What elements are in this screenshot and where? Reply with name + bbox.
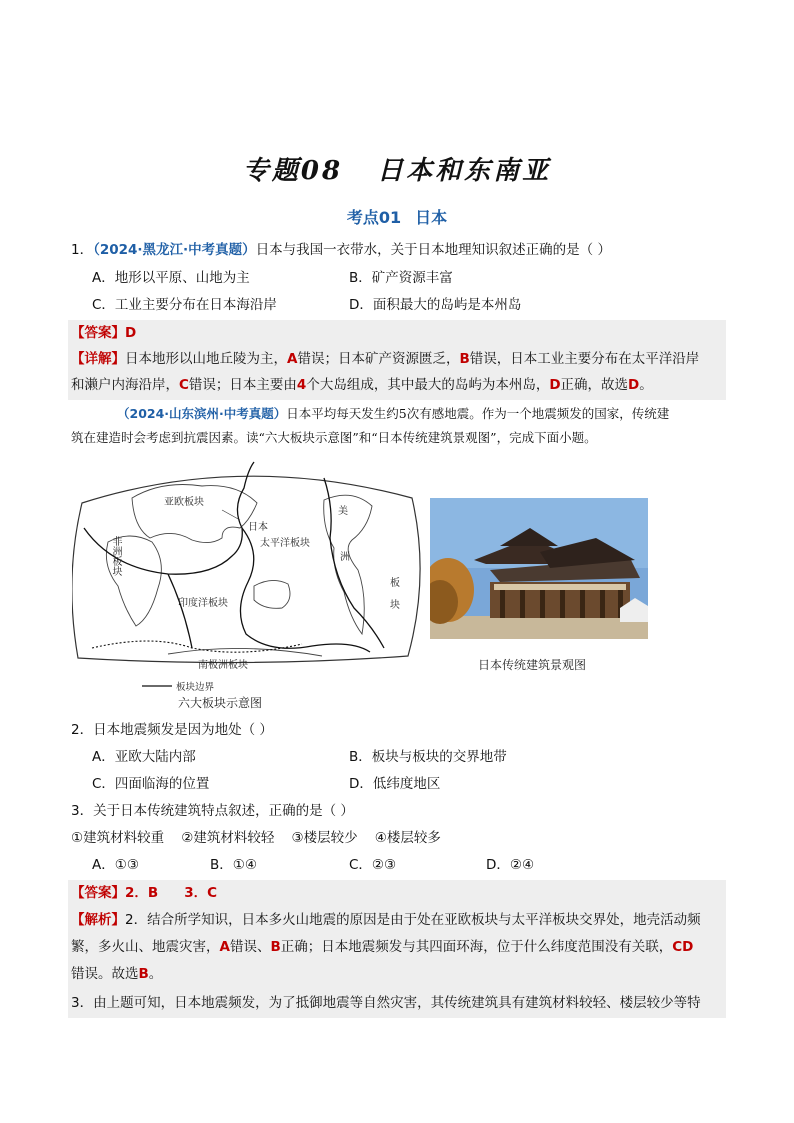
question-1-source: （2024·黑龙江·中考真题） bbox=[93, 242, 256, 258]
map-label-eurasian-plate: 亚欧板块 bbox=[164, 497, 204, 508]
analysis-line-2: 繁，多火山、地震灾害，A错误、B正确；日本地震频发与其四面环海，位于什么纬度范围没有关联，CD bbox=[71, 939, 694, 955]
question-3-option-d: D．②④ bbox=[486, 857, 535, 873]
plate-map bbox=[72, 458, 422, 694]
japanese-building-photo bbox=[430, 498, 648, 639]
passage-intro: （2024·山东滨州·中考真题）日本平均每天发生约5次有感地震。作为一个地震频发的国家，传统建 筑在建造时会考虑到抗震因素。读“六大板块示意图”和“日本传统建筑景观图”，完成下面小题。 bbox=[71, 406, 670, 445]
question-3-option-a: A．①③ bbox=[92, 857, 139, 873]
map-label-african-plate: 非洲板块 bbox=[110, 536, 121, 576]
section-number: 考点01 bbox=[346, 208, 402, 227]
question-2-option-c: C．四面临海的位置 bbox=[92, 776, 210, 792]
question-3-option-c: C．②③ bbox=[349, 857, 397, 873]
map-label-japan: 日本 bbox=[248, 522, 268, 533]
answer-2-3: 【答案】2．B 3．C bbox=[71, 885, 217, 901]
question-2-option-d: D．低纬度地区 bbox=[349, 776, 441, 792]
map-label-plate-2: 块 bbox=[390, 600, 400, 611]
question-1-option-c: C．工业主要分布在日本海沿岸 bbox=[92, 297, 277, 313]
question-2-option-a: A．亚欧大陆内部 bbox=[92, 749, 196, 765]
section-title bbox=[0, 205, 794, 228]
analysis-line-3: 错误。故选B。 bbox=[71, 966, 163, 982]
explanation-1-line-2: 和濑户内海沿岸，C错误；日本主要由4个大岛组成，其中最大的岛屿为本州岛，D正确，故选D。 bbox=[71, 377, 653, 393]
analysis-line-1: 【解析】2．结合所学知识，日本多火山地震的原因是由于处在亚欧板块与太平洋板块交界处，地壳活动频 bbox=[71, 912, 701, 928]
question-1-option-b: B．矿产资源丰富 bbox=[349, 270, 453, 286]
map-label-america-1: 美 bbox=[338, 506, 348, 517]
map-label-antarctic-plate: 南极洲板块 bbox=[198, 660, 248, 671]
question-3-stem: 3．关于日本传统建筑特点叙述，正确的是（ ） bbox=[71, 803, 354, 819]
question-3-statements: ①建筑材料较重 ②建筑材料较轻 ③楼层较少 ④楼层较多 bbox=[71, 830, 441, 846]
passage-source: （2024·山东滨州·中考真题） bbox=[117, 406, 287, 421]
section-name: 日本 bbox=[415, 208, 448, 227]
question-1-option-a: A．地形以平原、山地为主 bbox=[92, 270, 250, 286]
analysis-line-4: 3．由上题可知，日本地震频发，为了抵御地震等自然灾害，其传统建筑具有建筑材料较轻、楼层较少等特 bbox=[71, 995, 701, 1011]
question-1-option-d: D．面积最大的岛屿是本州岛 bbox=[349, 297, 522, 313]
photo-caption: 日本传统建筑景观图 bbox=[478, 658, 587, 672]
building-illustration bbox=[430, 498, 648, 639]
map-label-america-2: 洲 bbox=[340, 552, 350, 563]
map-caption: 六大板块示意图 bbox=[178, 696, 263, 710]
answer-1: 【答案】D bbox=[71, 325, 137, 341]
map-label-pacific-plate: 太平洋板块 bbox=[260, 538, 310, 549]
map-label-indian-plate: 印度洋板块 bbox=[178, 598, 228, 609]
title-topic-number: 专题08 bbox=[242, 156, 344, 186]
explanation-1-line-1: 【详解】日本地形以山地丘陵为主，A错误；日本矿产资源匮乏，B错误，日本工业主要分布在太平洋沿岸 bbox=[71, 351, 700, 367]
page-title bbox=[0, 150, 794, 187]
question-2-option-b: B．板块与板块的交界地带 bbox=[349, 749, 507, 765]
title-topic-name: 日本和东南亚 bbox=[377, 156, 552, 186]
question-1-stem: 1．（2024·黑龙江·中考真题）日本与我国一衣带水，关于日本地理知识叙述正确的是（ ） bbox=[71, 242, 611, 258]
map-label-plate-1: 板 bbox=[390, 578, 400, 589]
question-3-option-b: B．①④ bbox=[210, 857, 257, 873]
map-legend-boundary: 板块边界 bbox=[176, 682, 215, 693]
question-2-stem: 2．日本地震频发是因为地处（ ） bbox=[71, 722, 273, 738]
